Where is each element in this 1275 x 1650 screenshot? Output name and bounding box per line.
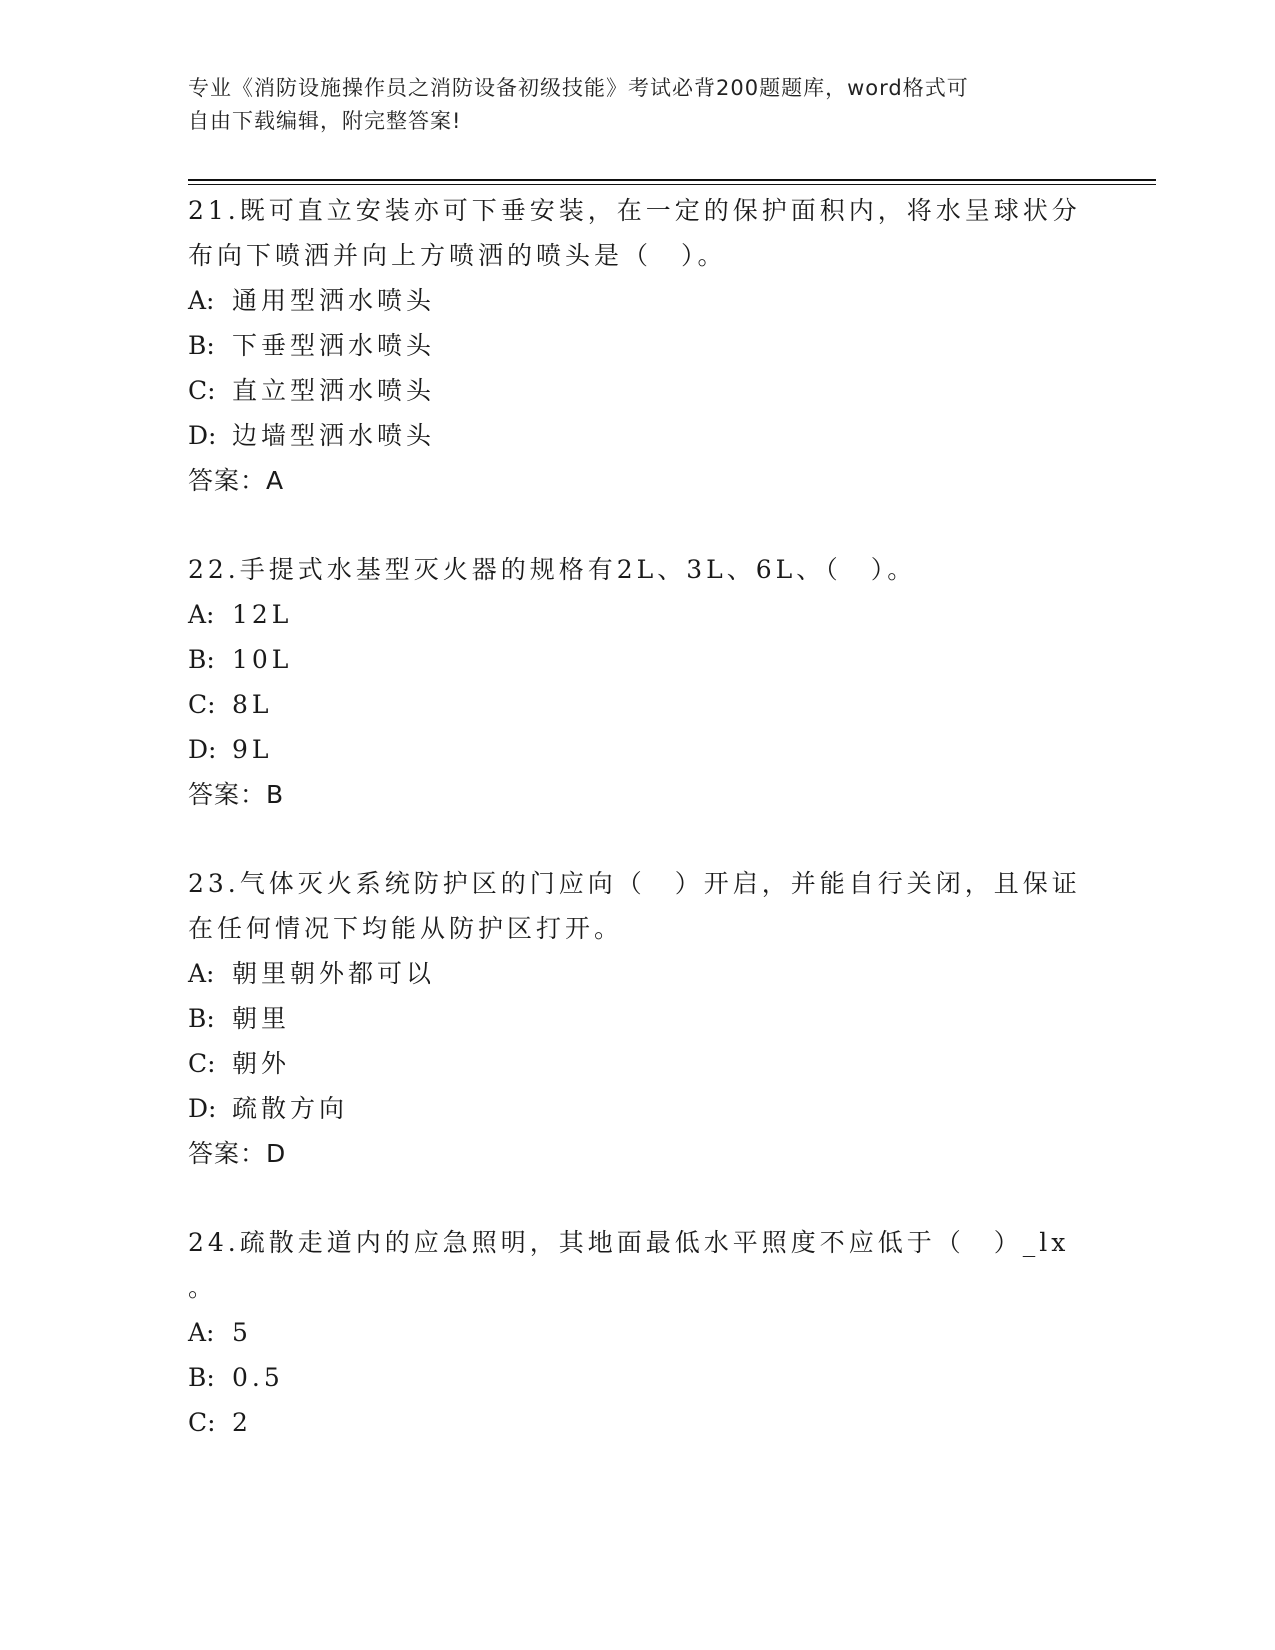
question-list [188, 188, 1088, 1489]
option-text: 5 [232, 1318, 252, 1347]
answer-option [188, 368, 1088, 413]
option-letter: C: [188, 376, 216, 405]
question-stem-line: 21.既可直立安装亦可下垂安装，在一定的保护面积内，将水呈球状分 [188, 196, 1081, 225]
option-text: 2 [232, 1408, 252, 1437]
answer-option [188, 1041, 1088, 1086]
document-header [188, 72, 1078, 138]
question-block [188, 547, 1088, 817]
option-letter: C: [188, 1408, 216, 1437]
option-letter: A: [188, 1318, 215, 1347]
answer-option [188, 1400, 1088, 1445]
option-letter: A: [188, 600, 215, 629]
option-text: 边墙型洒水喷头 [232, 421, 436, 450]
answer-option [188, 592, 1088, 637]
header-divider-thin [188, 184, 1156, 185]
option-text: 0.5 [232, 1363, 284, 1392]
option-letter: D: [188, 1094, 217, 1123]
option-text: 9L [232, 735, 273, 764]
option-letter: B: [188, 645, 215, 674]
option-text: 下垂型洒水喷头 [232, 331, 436, 360]
question-stem-line: 24.疏散走道内的应急照明，其地面最低水平照度不应低于（ ）_lx [188, 1228, 1070, 1257]
answer-option [188, 637, 1088, 682]
answer-option [188, 413, 1088, 458]
option-letter: A: [188, 959, 215, 988]
option-letter: D: [188, 735, 217, 764]
question-block [188, 861, 1088, 1176]
answer-option [188, 1310, 1088, 1355]
answer-option [188, 996, 1088, 1041]
option-text: 8L [232, 690, 273, 719]
header-line-1: 专业《消防设施操作员之消防设备初级技能》考试必背200题题库，word格式可 [188, 76, 969, 100]
question-stem-line: 23.气体灭火系统防护区的门应向（ ）开启，并能自行关闭，且保证 [188, 869, 1081, 898]
answer-option [188, 1086, 1088, 1131]
answer-option [188, 1355, 1088, 1400]
correct-answer: 答案：A [188, 466, 285, 495]
option-letter: A: [188, 286, 215, 315]
option-text: 朝里朝外都可以 [232, 959, 436, 988]
answer-option [188, 323, 1088, 368]
option-text: 疏散方向 [232, 1094, 349, 1123]
answer-option [188, 278, 1088, 323]
option-letter: C: [188, 690, 216, 719]
answer-option [188, 951, 1088, 996]
header-divider-thick [188, 179, 1156, 181]
header-line-2: 自由下载编辑，附完整答案! [188, 109, 462, 133]
option-text: 通用型洒水喷头 [232, 286, 436, 315]
question-stem-line: 22.手提式水基型灭火器的规格有2L、3L、6L、（ ）。 [188, 555, 917, 584]
option-text: 朝外 [232, 1049, 291, 1078]
option-text: 直立型洒水喷头 [232, 376, 436, 405]
question-block [188, 1220, 1088, 1445]
option-letter: B: [188, 1004, 215, 1033]
option-letter: B: [188, 1363, 215, 1392]
option-text: 10L [232, 645, 293, 674]
answer-option [188, 682, 1088, 727]
question-block [188, 188, 1088, 503]
correct-answer: 答案：D [188, 1139, 287, 1168]
correct-answer: 答案：B [188, 780, 285, 809]
option-letter: D: [188, 421, 217, 450]
option-text: 12L [232, 600, 293, 629]
question-stem-line: 在任何情况下均能从防护区打开。 [188, 914, 624, 943]
question-stem-line: 。 [188, 1273, 218, 1302]
answer-option [188, 727, 1088, 772]
option-letter: C: [188, 1049, 216, 1078]
option-text: 朝里 [232, 1004, 291, 1033]
option-letter: B: [188, 331, 215, 360]
question-stem-line: 布向下喷洒并向上方喷洒的喷头是（ ）。 [188, 241, 727, 270]
